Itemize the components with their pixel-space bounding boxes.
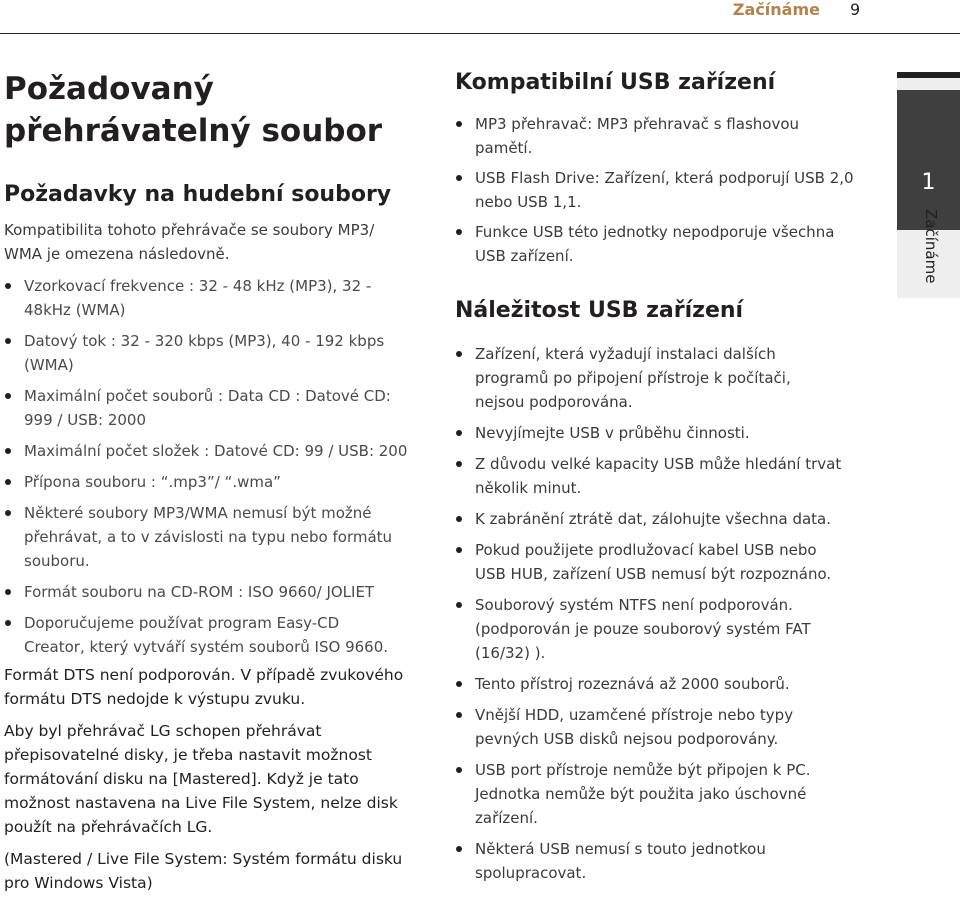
bullet-line: 48kHz (WMA) bbox=[24, 301, 126, 319]
bullet-item bbox=[4, 501, 424, 573]
left-paragraphs bbox=[4, 663, 424, 895]
bullet-line: Přípona souboru : “.mp3”/ “.wma” bbox=[24, 473, 281, 491]
bullet-item bbox=[455, 538, 875, 586]
left-bullet-list bbox=[4, 274, 424, 659]
bullet-line: MP3 přehravač: MP3 přehravač s flashovou bbox=[475, 115, 800, 133]
bullet-line: Vnější HDD, uzamčené přístroje nebo typy bbox=[475, 706, 794, 724]
bullet-line: USB Flash Drive: Zařízení, která podporují USB 2,0 bbox=[475, 169, 854, 187]
bullet-line: souboru. bbox=[24, 552, 90, 570]
bullet-line: nejsou podporována. bbox=[475, 393, 633, 411]
page-title-line-1: Požadovaný bbox=[4, 71, 214, 107]
bullet-line: Tento přístroj rozeznává až 2000 souborů. bbox=[475, 675, 790, 693]
page-title-line-2: přehrávatelný soubor bbox=[4, 113, 383, 149]
bullet-dot bbox=[5, 620, 11, 626]
right-column bbox=[455, 68, 875, 885]
chapter-number: 1 bbox=[921, 170, 936, 195]
bullet-dot bbox=[5, 393, 11, 399]
bullet-line: (WMA) bbox=[24, 356, 74, 374]
bullet-dot bbox=[456, 175, 462, 181]
bullet-line: USB zařízení. bbox=[475, 247, 574, 265]
heading-usb-requirements: Náležitost USB zařízení bbox=[455, 298, 744, 323]
bullet-line: Doporučujeme používat program Easy-CD bbox=[24, 614, 340, 632]
bullet-dot bbox=[456, 681, 462, 687]
bullet-dot bbox=[5, 283, 11, 289]
bullet-line: pevných USB disků nejsou podporovány. bbox=[475, 730, 779, 748]
bullet-line: K zabránění ztrátě dat, zálohujte všechna data. bbox=[475, 510, 832, 528]
bullet-dot bbox=[456, 461, 462, 467]
body-paragraph bbox=[4, 719, 424, 839]
bullet-line: zařízení. bbox=[475, 809, 538, 827]
bullet-item bbox=[4, 384, 424, 432]
bullet-item bbox=[455, 421, 875, 445]
section-subtitle: Požadavky na hudební soubory bbox=[4, 182, 392, 207]
bullet-item bbox=[455, 452, 875, 500]
paragraph-line: přepisovatelné disky, je třeba nastavit možnost bbox=[4, 746, 372, 764]
bullet-line: Funkce USB této jednotky nepodporuje všechna bbox=[475, 223, 835, 241]
bullet-line: Creator, který vytváří systém souborů ISO 9660. bbox=[24, 638, 389, 656]
bullet-item bbox=[455, 112, 875, 160]
paragraph-line: možnost nastavena na Live File System, nelze disk bbox=[4, 794, 398, 812]
heading-compatible-usb: Kompatibilní USB zařízení bbox=[455, 70, 776, 95]
bullet-item bbox=[4, 470, 424, 494]
paragraph-line: formátování disku na [Mastered]. Když je tato bbox=[4, 770, 359, 788]
usb-requirements-list bbox=[455, 342, 875, 885]
bullet-dot bbox=[456, 430, 462, 436]
bullet-line: spolupracovat. bbox=[475, 864, 587, 882]
bullet-line: (podporován je pouze souborový systém FAT bbox=[475, 620, 811, 638]
bullet-dot bbox=[456, 229, 462, 235]
bullet-line: Některé soubory MP3/WMA nemusí být možné bbox=[24, 504, 372, 522]
paragraph-line: použít na přehrávačích LG. bbox=[4, 818, 213, 836]
bullet-item bbox=[4, 611, 424, 659]
bullet-line: Vzorkovací frekvence : 32 - 48 kHz (MP3), 32 - bbox=[24, 277, 372, 295]
bullet-line: USB HUB, zařízení USB nemusí být rozpoznáno. bbox=[475, 565, 832, 583]
bullet-line: nebo USB 1,1. bbox=[475, 193, 582, 211]
bullet-item bbox=[4, 274, 424, 322]
bullet-line: Souborový systém NTFS není podporován. bbox=[475, 596, 793, 614]
bullet-line: Z důvodu velké kapacity USB může hledání trvat bbox=[475, 455, 842, 473]
bullet-item bbox=[455, 758, 875, 830]
bullet-line: Formát souboru na CD-ROM : ISO 9660/ JOLIET bbox=[24, 583, 375, 601]
compatible-usb-list bbox=[455, 112, 875, 268]
chapter-label-container bbox=[913, 210, 945, 300]
bullet-item bbox=[455, 837, 875, 885]
bullet-line: programů po připojení přístroje k počítači, bbox=[475, 369, 791, 387]
bullet-item bbox=[4, 329, 424, 377]
paragraph-line: Aby byl přehrávač LG schopen přehrávat bbox=[4, 722, 322, 740]
bullet-dot bbox=[456, 121, 462, 127]
bullet-dot bbox=[5, 448, 11, 454]
bullet-line: několik minut. bbox=[475, 479, 582, 497]
bullet-item bbox=[455, 220, 875, 268]
bullet-item bbox=[455, 166, 875, 214]
bullet-item bbox=[455, 672, 875, 696]
bullet-line: Maximální počet souborů : Data CD : Datové CD: bbox=[24, 387, 391, 405]
bullet-dot bbox=[456, 846, 462, 852]
bullet-dot bbox=[5, 589, 11, 595]
bullet-line: přehrávat, a to v závislosti na typu nebo formátu bbox=[24, 528, 393, 546]
bullet-item bbox=[455, 342, 875, 414]
bullet-dot bbox=[5, 479, 11, 485]
intro-line-1: Kompatibilita tohoto přehrávače se soubory MP3/ bbox=[4, 221, 375, 239]
bullet-line: Jednotka nemůže být použita jako úschovné bbox=[475, 785, 807, 803]
bullet-item bbox=[455, 507, 875, 531]
bullet-line: Pokud použijete prodlužovací kabel USB nebo bbox=[475, 541, 817, 559]
chapter-tab-top-bar bbox=[897, 72, 960, 78]
bullet-line: USB port přístroje nemůže být připojen k PC. bbox=[475, 761, 811, 779]
bullet-item bbox=[4, 439, 424, 463]
bullet-dot bbox=[456, 351, 462, 357]
left-column bbox=[4, 68, 424, 895]
intro-line-2: WMA je omezena následovně. bbox=[4, 245, 230, 263]
bullet-dot bbox=[456, 767, 462, 773]
bullet-line: Některá USB nemusí s touto jednotkou bbox=[475, 840, 766, 858]
bullet-dot bbox=[456, 516, 462, 522]
bullet-item bbox=[4, 580, 424, 604]
bullet-dot bbox=[456, 602, 462, 608]
running-header-section: Začínáme bbox=[732, 0, 820, 19]
body-paragraph bbox=[4, 663, 424, 711]
bullet-dot bbox=[5, 338, 11, 344]
bullet-line: 999 / USB: 2000 bbox=[24, 411, 147, 429]
bullet-line: pamětí. bbox=[475, 139, 533, 157]
chapter-label: Začínáme bbox=[922, 209, 940, 284]
bullet-line: (16/32) ). bbox=[475, 644, 546, 662]
bullet-line: Zařízení, která vyžadují instalaci dalších bbox=[475, 345, 776, 363]
bullet-line: Datový tok : 32 - 320 kbps (MP3), 40 - 192 kbps bbox=[24, 332, 385, 350]
bullet-item bbox=[455, 703, 875, 751]
bullet-dot bbox=[456, 712, 462, 718]
bullet-dot bbox=[456, 547, 462, 553]
bullet-item bbox=[455, 593, 875, 665]
paragraph-line: (Mastered / Live File System: Systém formátu disku bbox=[4, 850, 403, 868]
page-number: 9 bbox=[850, 0, 861, 19]
body-paragraph bbox=[4, 847, 424, 895]
bullet-dot bbox=[5, 510, 11, 516]
paragraph-line: Formát DTS není podporován. V případě zvukového bbox=[4, 666, 404, 684]
bullet-line: Nevyjímejte USB v průběhu činnosti. bbox=[475, 424, 750, 442]
paragraph-line: formátu DTS nedojde k výstupu zvuku. bbox=[4, 690, 306, 708]
paragraph-line: pro Windows Vista) bbox=[4, 874, 153, 892]
bullet-line: Maximální počet složek : Datové CD: 99 / USB: 200 bbox=[24, 442, 408, 460]
